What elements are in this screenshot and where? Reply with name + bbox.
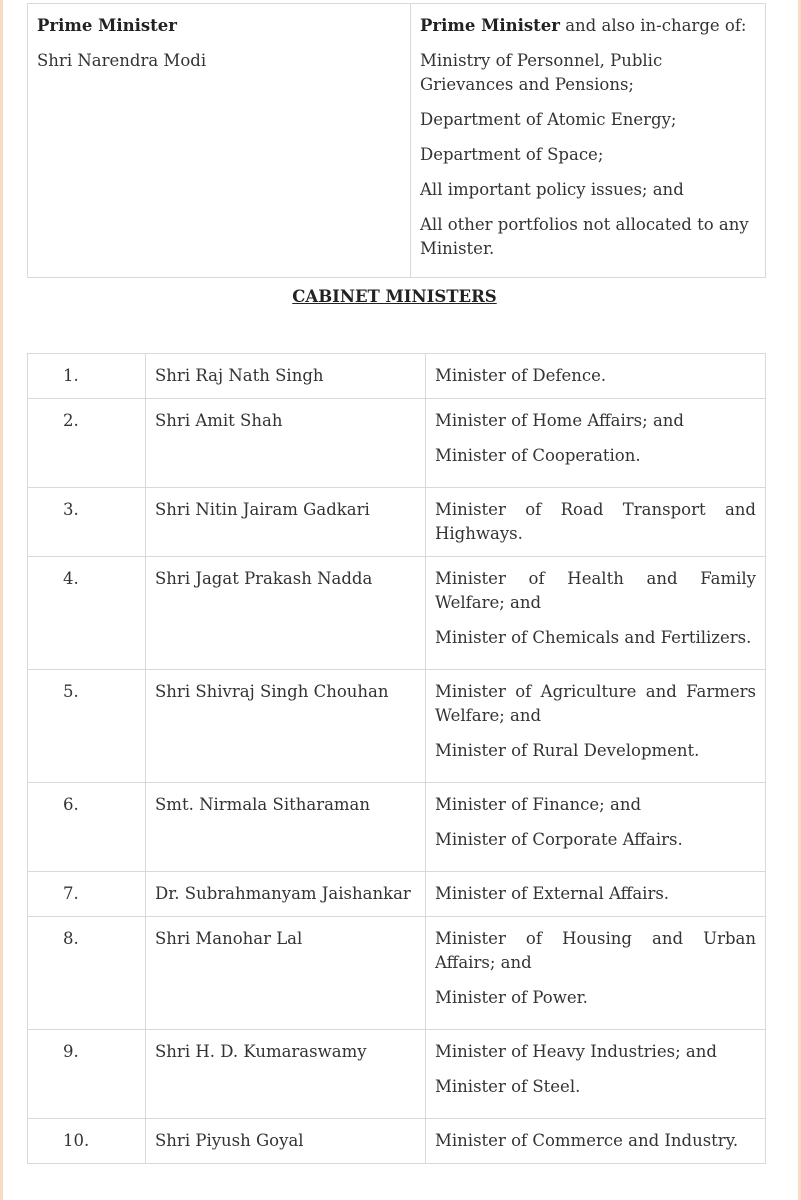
minister-number: 8.	[28, 917, 146, 1030]
minister-portfolio: Minister of Cooperation.	[435, 446, 641, 465]
prime-minister-title: Prime Minister	[37, 16, 177, 35]
page-left-edge	[0, 0, 3, 1200]
table-row	[28, 917, 766, 1030]
minister-portfolio-cell	[426, 670, 766, 783]
minister-number: 10.	[28, 1119, 146, 1164]
table-row	[28, 557, 766, 670]
minister-name: Shri Raj Nath Singh	[146, 354, 426, 399]
minister-number: 6.	[28, 783, 146, 872]
minister-portfolio: Minister of Agriculture and Farmers Welfare; and	[435, 682, 756, 725]
minister-name: Shri Jagat Prakash Nadda	[146, 557, 426, 670]
minister-portfolio: Minister of Chemicals and Fertilizers.	[435, 628, 752, 647]
minister-portfolio: Minister of Rural Development.	[435, 741, 700, 760]
cabinet-ministers-body	[28, 354, 766, 1164]
minister-name: Dr. Subrahmanyam Jaishankar	[146, 872, 426, 917]
minister-portfolio: Minister of Defence.	[435, 366, 607, 385]
minister-portfolio-cell	[426, 354, 766, 399]
table-row	[28, 783, 766, 872]
table-row	[28, 354, 766, 399]
minister-portfolio: Minister of Commerce and Industry.	[435, 1131, 739, 1150]
minister-portfolio: Minister of Home Affairs; and	[435, 411, 684, 430]
minister-name: Smt. Nirmala Sitharaman	[146, 783, 426, 872]
minister-number: 5.	[28, 670, 146, 783]
minister-portfolio-cell	[426, 1030, 766, 1119]
cabinet-ministers-table	[27, 353, 766, 1164]
minister-portfolio-cell	[426, 783, 766, 872]
prime-minister-portfolio-cell	[411, 4, 766, 278]
minister-portfolio: Minister of Corporate Affairs.	[435, 830, 683, 849]
prime-minister-portfolio-item: All important policy issues; and	[420, 180, 684, 199]
minister-portfolio: Minister of Health and Family Welfare; and	[435, 569, 756, 612]
prime-minister-name: Shri Narendra Modi	[37, 51, 207, 70]
prime-minister-role-line	[420, 14, 756, 38]
minister-name: Shri Amit Shah	[146, 399, 426, 488]
minister-portfolio: Minister of Steel.	[435, 1077, 581, 1096]
section-title-text: CABINET MINISTERS	[292, 287, 497, 306]
minister-portfolio-cell	[426, 872, 766, 917]
minister-portfolio-cell	[426, 917, 766, 1030]
minister-number: 7.	[28, 872, 146, 917]
prime-minister-table	[27, 3, 766, 278]
minister-name: Shri H. D. Kumaraswamy	[146, 1030, 426, 1119]
table-row	[28, 488, 766, 557]
minister-portfolio-cell	[426, 399, 766, 488]
prime-minister-portfolio-list	[420, 49, 756, 261]
minister-number: 2.	[28, 399, 146, 488]
table-row	[28, 670, 766, 783]
prime-minister-portfolio-item: Department of Atomic Energy;	[420, 110, 677, 129]
minister-portfolio: Minister of Road Transport and Highways.	[435, 500, 756, 543]
minister-portfolio-cell	[426, 557, 766, 670]
minister-portfolio-cell	[426, 488, 766, 557]
minister-number: 4.	[28, 557, 146, 670]
prime-minister-portfolio-item: Ministry of Personnel, Public Grievances and Pensions;	[420, 51, 663, 94]
minister-portfolio: Minister of Housing and Urban Affairs; and	[435, 929, 756, 972]
minister-portfolio-cell	[426, 1119, 766, 1164]
minister-name: Shri Piyush Goyal	[146, 1119, 426, 1164]
minister-portfolio: Minister of External Affairs.	[435, 884, 670, 903]
minister-number: 3.	[28, 488, 146, 557]
prime-minister-name-cell	[28, 4, 411, 278]
table-row	[28, 872, 766, 917]
prime-minister-role-suffix: and also in-charge of:	[559, 16, 747, 35]
prime-minister-portfolio-item: Department of Space;	[420, 145, 604, 164]
prime-minister-portfolio-item: All other portfolios not allocated to any Minister.	[420, 215, 749, 258]
table-row	[28, 399, 766, 488]
table-row	[28, 1030, 766, 1119]
prime-minister-row	[28, 4, 766, 278]
minister-name: Shri Shivraj Singh Chouhan	[146, 670, 426, 783]
minister-portfolio: Minister of Power.	[435, 988, 588, 1007]
section-title	[0, 286, 801, 308]
minister-portfolio: Minister of Finance; and	[435, 795, 642, 814]
prime-minister-role-bold: Prime Minister	[420, 16, 560, 35]
minister-name: Shri Manohar Lal	[146, 917, 426, 1030]
minister-name: Shri Nitin Jairam Gadkari	[146, 488, 426, 557]
minister-number: 1.	[28, 354, 146, 399]
table-row	[28, 1119, 766, 1164]
minister-portfolio: Minister of Heavy Industries; and	[435, 1042, 717, 1061]
minister-number: 9.	[28, 1030, 146, 1119]
